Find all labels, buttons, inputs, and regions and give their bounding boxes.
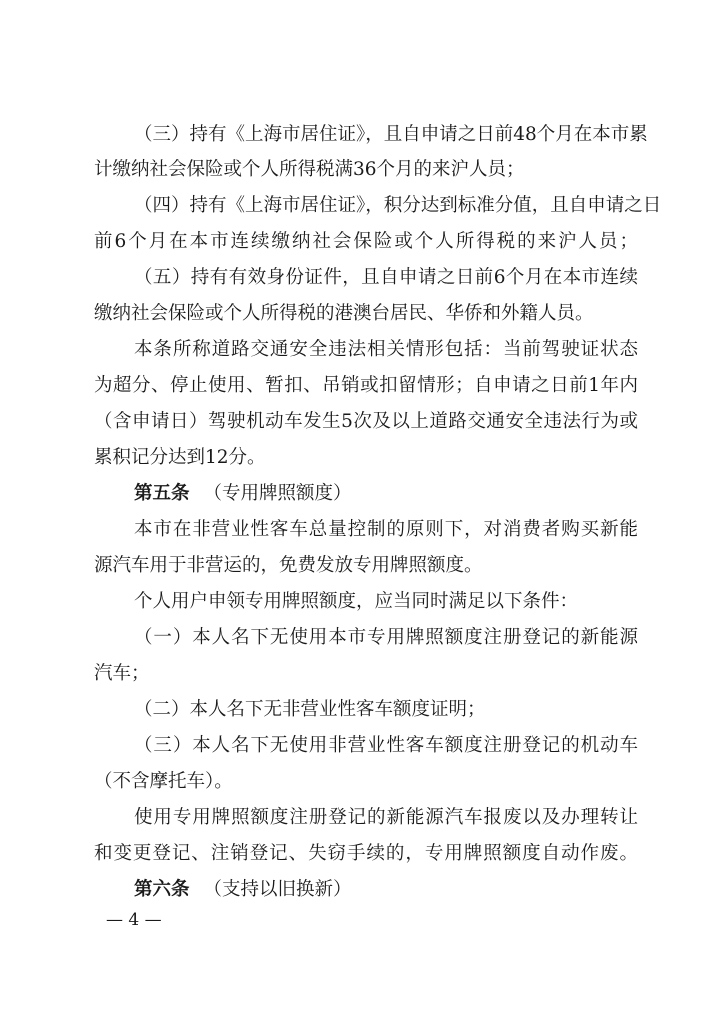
article-number: 第六条 [134, 879, 190, 900]
paragraph-line: 汽车； [94, 663, 150, 684]
paragraph-line: 为超分、停止使用、暂扣、吊销或扣留情形；自申请之日前1年内 [94, 375, 638, 396]
paragraph-line: 本市在非营业性客车总量控制的原则下，对消费者购买新能 [134, 519, 638, 540]
paragraph-line: 本条所称道路交通安全违法相关情形包括：当前驾驶证状态 [134, 339, 638, 360]
paragraph-line: （二）本人名下无非营业性客车额度证明； [134, 699, 486, 720]
article-heading [0, 879, 634, 901]
paragraph-line: （四）持有《上海市居住证》，积分达到标准分值，且自申请之日 [134, 195, 662, 216]
paragraph-line: 使用专用牌照额度注册登记的新能源汽车报废以及办理转让 [134, 807, 638, 828]
paragraph-line: 个人用户申领专用牌照额度，应当同时满足以下条件： [134, 591, 579, 612]
article-number: 第五条 [134, 483, 190, 504]
paragraph-line: （一）本人名下无使用本市专用牌照额度注册登记的新能源 [134, 627, 638, 648]
paragraph-line: 计缴纳社会保险或个人所得税满36个月的来沪人员； [94, 159, 525, 180]
paragraph-line: 累积记分达到12分。 [94, 447, 266, 468]
article-title: （专用牌照额度） [203, 483, 352, 504]
paragraph-line: （含申请日）驾驶机动车发生5次及以上道路交通安全违法行为或 [94, 411, 638, 432]
article-title: （支持以旧换新） [203, 879, 352, 900]
paragraph-line: （三）持有《上海市居住证》，且自申请之日前48个月在本市累 [134, 124, 648, 145]
paragraph-line: 缴纳社会保险或个人所得税的港澳台居民、华侨和外籍人员。 [94, 303, 594, 324]
paragraph-line: 前6个月在本市连续缴纳社会保险或个人所得税的来沪人员； [94, 231, 638, 252]
paragraph-line: 和变更登记、注销登记、失窃手续的，专用牌照额度自动作废。 [94, 843, 638, 864]
page-number: — 4 — [106, 910, 162, 930]
paragraph-line: （三）本人名下无使用非营业性客车额度注册登记的机动车 [134, 735, 638, 756]
paragraph-line: （不含摩托车）。 [94, 771, 233, 792]
paragraph-line: （五）持有有效身份证件，且自申请之日前6个月在本市连续 [134, 267, 638, 288]
article-heading [0, 483, 634, 505]
paragraph-line: 源汽车用于非营运的，免费发放专用牌照额度。 [94, 555, 483, 576]
